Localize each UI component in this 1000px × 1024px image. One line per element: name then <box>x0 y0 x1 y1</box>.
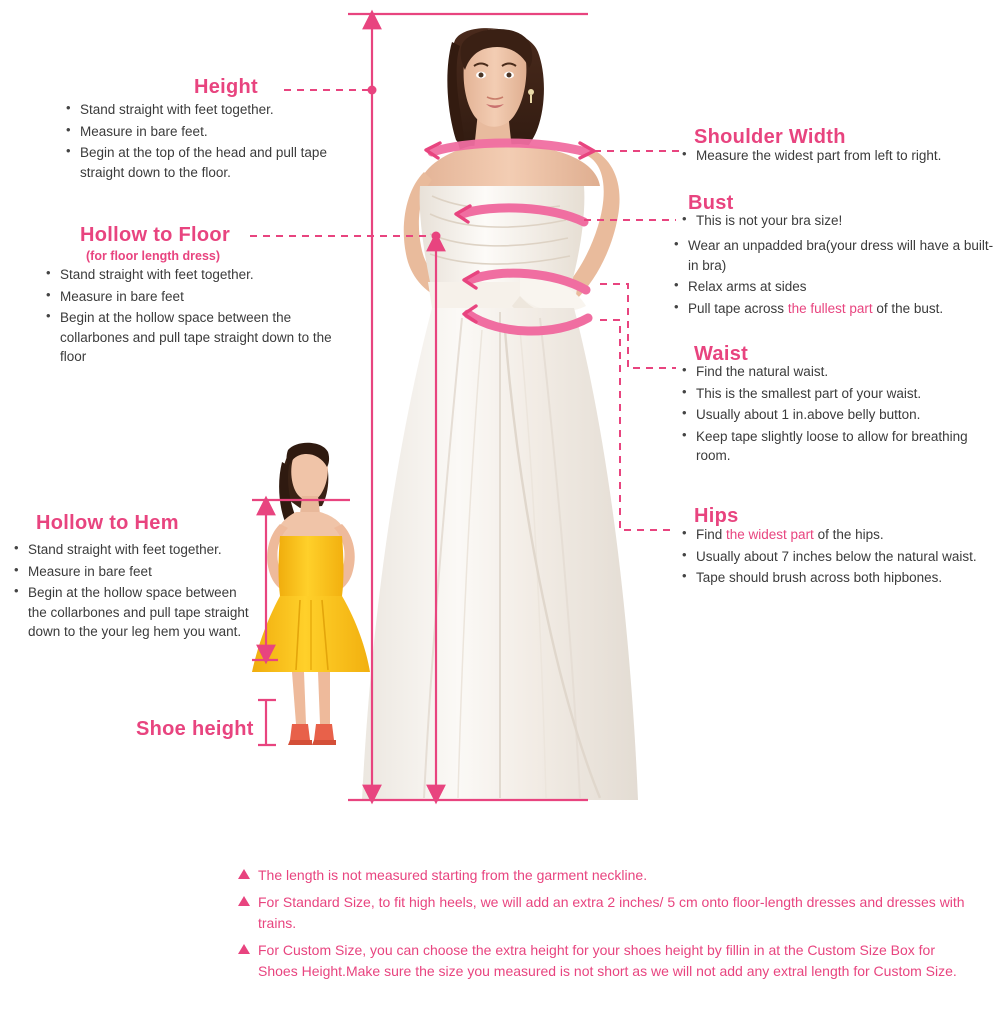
list-item: • Measure in bare feet <box>46 287 346 307</box>
footer-note-text: The length is not measured starting from the garment neckline. <box>258 867 648 883</box>
height-bullets <box>66 100 366 184</box>
hips-bullets <box>682 525 1000 590</box>
hollow-to-floor-bullets <box>46 265 346 369</box>
list-item: • Relax arms at sides <box>674 277 994 297</box>
list-item <box>682 525 1000 545</box>
hips-first-suffix: of the hips. <box>813 527 884 542</box>
footer-note-text: For Custom Size, you can choose the extra height for your shoes height by fillin in at the Custom Size Box for Shoes Height.Make sure the size you measured is not short as we will not add any extral length for Custom Size. <box>258 942 957 979</box>
footer-note-text: For Standard Size, to fit high heels, we will add an extra 2 inches/ 5 cm onto floor-length dresses and dresses with trains. <box>258 894 965 931</box>
shoe-height-title: Shoe height <box>136 718 254 740</box>
hollow-to-hem-title: Hollow to Hem <box>36 512 179 534</box>
list-item: • Keep tape slightly loose to allow for breathing room. <box>682 427 1000 466</box>
list-item: • This is not your bra size! <box>682 211 1000 231</box>
section-shoe-height <box>136 718 254 741</box>
warning-triangle-icon <box>238 869 250 879</box>
list-item: • Begin at the hollow space between the collarbones and pull tape straight down to the your leg hem you want. <box>14 583 254 642</box>
hips-title: Hips <box>694 505 739 527</box>
list-item: • Stand straight with feet together. <box>46 265 346 285</box>
hips-first-prefix: Find <box>696 527 727 542</box>
hips-first-highlight: the widest part <box>726 527 814 542</box>
list-item: • Begin at the top of the head and pull tape straight down to the floor. <box>66 143 366 182</box>
height-title: Height <box>194 76 259 98</box>
waist-title: Waist <box>694 343 749 365</box>
footer-note <box>238 892 978 934</box>
list-item: • Measure in bare feet <box>14 562 254 582</box>
hollow-to-floor-title: Hollow to Floor <box>80 224 231 246</box>
section-hollow-to-hem <box>36 512 179 535</box>
list-item: • Usually about 1 in.above belly button. <box>682 405 1000 425</box>
list-item: • Tape should brush across both hipbones. <box>682 568 1000 588</box>
section-hollow-to-floor <box>80 224 230 263</box>
list-item: • Measure the widest part from left to right. <box>682 146 1000 166</box>
section-height <box>194 76 258 99</box>
footer-note <box>238 940 978 982</box>
waist-bullets <box>682 362 1000 468</box>
shoulder-width-bullets <box>682 146 1000 168</box>
shoulder-width-title: Shoulder Width <box>694 126 846 148</box>
hollow-to-hem-bullets <box>14 540 254 644</box>
list-item: • Wear an unpadded bra(your dress will have a built-in bra) <box>674 236 994 275</box>
hollow-to-floor-subtitle: (for floor length dress) <box>86 249 221 263</box>
list-item <box>674 299 994 319</box>
list-item: • Stand straight with feet together. <box>66 100 366 120</box>
bust-last-highlight: the fullest part <box>787 300 873 316</box>
bust-last-suffix: of the bust. <box>872 300 944 316</box>
list-item: • Measure in bare feet. <box>66 122 366 142</box>
bust-bullets <box>674 236 994 320</box>
list-item: • Usually about 7 inches below the natural waist. <box>682 547 1000 567</box>
list-item: • Begin at the hollow space between the collarbones and pull tape straight down to the floor <box>46 308 346 367</box>
bust-lead <box>682 211 1000 233</box>
footer-notes <box>238 865 978 988</box>
list-item: • Find the natural waist. <box>682 362 1000 382</box>
bust-last-prefix: Pull tape across <box>688 300 788 316</box>
bust-title: Bust <box>688 192 734 214</box>
list-item: • Stand straight with feet together. <box>14 540 254 560</box>
footer-note <box>238 865 978 886</box>
warning-triangle-icon <box>238 896 250 906</box>
list-item: • This is the smallest part of your waist. <box>682 384 1000 404</box>
warning-triangle-icon <box>238 944 250 954</box>
